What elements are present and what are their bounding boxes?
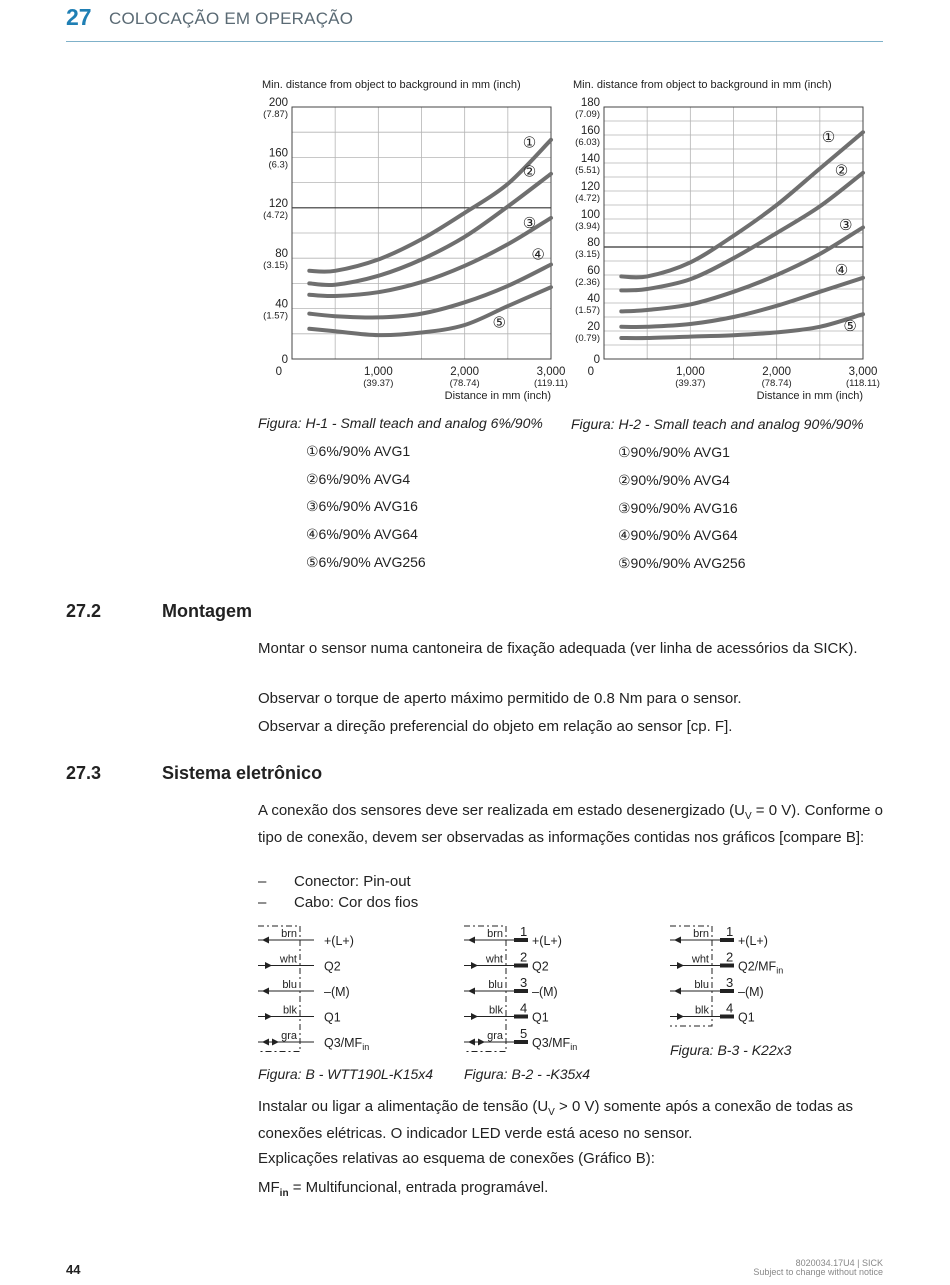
- arrow-left-icon: [674, 937, 681, 944]
- arrow-right-icon: [471, 1013, 478, 1020]
- wiring-svg: [462, 922, 652, 1062]
- y-axis-label: Min. distance from object to background in mm (inch): [573, 79, 832, 91]
- section-number-27-3: 27.3: [66, 763, 102, 783]
- y-tick-label-inch: (1.57): [263, 310, 288, 322]
- legend-item-h2-1: ①90%/90% AVG1: [618, 444, 730, 460]
- figure-h2-caption: Figura: H-2 - Small teach and analog 90%/90%: [571, 416, 864, 432]
- series-label-5: ⑤: [492, 314, 506, 332]
- x-tick-label: 2,000: [762, 366, 792, 378]
- bullet-dash: –: [258, 894, 267, 911]
- arrow-right-icon: [478, 1039, 485, 1046]
- arrow-right-icon: [677, 1013, 684, 1020]
- y-tick-label: 80: [275, 248, 288, 261]
- paragraph-direction: Observar a direção preferencial do objeto em relação ao sensor [cp. F].: [258, 718, 733, 735]
- y-tick-label: 0: [593, 354, 600, 366]
- arrow-left-icon: [468, 988, 475, 995]
- y-tick-label-inch: (0.79): [575, 333, 600, 344]
- wire-color-label: blk: [282, 1004, 297, 1017]
- y-tick-label-inch: (3.15): [575, 249, 600, 260]
- y-tick-label: 40: [587, 293, 600, 305]
- y-tick-label: 120: [268, 197, 288, 210]
- paragraph-power-supply: Instalar ou ligar a alimentação de tensão ($U_V > 0$ V) somente após a conexão de todas as conexões elétricas. O indicador LED verde está aceso no sensor.: [258, 1098, 853, 1142]
- pin-number: 3: [726, 975, 734, 990]
- signal-label: –(M): [324, 985, 350, 999]
- x-tick-label-inch: (39.37): [675, 378, 706, 389]
- header-rule: [66, 41, 883, 42]
- paragraph-connection-intro: A conexão dos sensores deve ser realizada em estado desenergizado ($U_V = 0$ V). Conforme o tipo de conexão, devem ser observadas as informações contidas nos gráficos [compare B]:: [258, 802, 883, 846]
- signal-label: $Q3/MF_{in}$: [532, 1036, 578, 1052]
- series-label-3: ③: [522, 214, 537, 232]
- series-label-4: ④: [531, 246, 545, 264]
- y-tick-label: 200: [268, 97, 288, 109]
- y-tick-label: 180: [580, 97, 600, 109]
- bullet-connector-pinout: Conector: Pin-out: [294, 873, 411, 890]
- y-tick-label-inch: (3.15): [263, 260, 288, 272]
- legend-item-h2-3: ③90%/90% AVG16: [618, 500, 738, 516]
- signal-label: +(L+): [532, 934, 562, 948]
- y-tick-label: 40: [275, 298, 288, 311]
- wire-color-label: blk: [488, 1004, 503, 1017]
- arrow-right-icon: [272, 1039, 279, 1046]
- x-tick-label-inch: (119.11): [534, 378, 568, 389]
- section-title-montagem: Montagem: [162, 601, 252, 621]
- chart-h2: [562, 76, 880, 406]
- x-tick-label: 0: [275, 366, 282, 378]
- x-tick-label: 2,000: [450, 366, 480, 378]
- figure-b-caption: Figura: B - WTT190L-K15x4: [258, 1066, 434, 1082]
- signal-label: Q2: [324, 959, 341, 974]
- footer-notice: Subject to change without notice: [753, 1267, 883, 1277]
- series-label-4: ④: [834, 262, 849, 279]
- legend-item-h1-1: ①6%/90% AVG1: [306, 443, 411, 459]
- x-tick-label-inch: (78.74): [449, 378, 480, 389]
- arrow-left-icon: [262, 1039, 269, 1046]
- signal-label: +(L+): [324, 934, 354, 948]
- x-tick-label: 1,000: [363, 366, 393, 378]
- bullet-cable-colors: Cabo: Cor dos fios: [294, 894, 419, 911]
- legend-item-h2-2: ②90%/90% AVG4: [618, 472, 730, 488]
- wire-color-label: blk: [694, 1004, 709, 1017]
- wire-color-label: gra: [281, 1030, 297, 1042]
- y-tick-label: 160: [580, 125, 600, 137]
- x-tick-label-inch: (118.11): [846, 378, 880, 389]
- wiring-diagram-b: [256, 922, 446, 1062]
- pin-number: 2: [520, 949, 528, 965]
- y-tick-label: 20: [587, 321, 600, 333]
- y-tick-label: 80: [587, 237, 600, 249]
- wiring-diagram-b3: [668, 922, 858, 1062]
- y-tick-label-inch: (4.72): [263, 209, 288, 221]
- series-label-1: ①: [522, 134, 537, 152]
- wire-color-label: brn: [487, 928, 503, 940]
- x-axis-label: Distance in mm (inch): [444, 390, 551, 402]
- wire-color-label: gra: [487, 1030, 503, 1042]
- signal-label: Q2: [532, 959, 549, 974]
- series-label-3: ③: [839, 217, 853, 235]
- pin-number: 2: [726, 949, 734, 965]
- y-tick-label-inch: (3.94): [575, 221, 600, 232]
- series-line-3: [621, 227, 863, 311]
- arrow-right-icon: [265, 1013, 272, 1020]
- y-tick-label-inch: (1.57): [575, 305, 600, 316]
- arrow-right-icon: [265, 962, 272, 969]
- y-tick-label: 120: [580, 181, 600, 193]
- series-label-5: ⑤: [843, 318, 857, 335]
- footer-info: [753, 1259, 883, 1277]
- section-title-sistema-eletronico: Sistema eletrônico: [162, 763, 323, 783]
- arrow-right-icon: [677, 962, 684, 969]
- x-tick-label: 3,000: [536, 366, 566, 378]
- section-number-27-2: 27.2: [66, 601, 102, 621]
- footer-doc-id: 8020034.17U4 | SICK: [795, 1258, 883, 1268]
- signal-subscript: in: [570, 1042, 578, 1052]
- signal-label: –(M): [738, 985, 764, 999]
- pin-number: 1: [726, 924, 734, 939]
- page-number: 44: [66, 1262, 81, 1277]
- signal-label: –(M): [532, 985, 558, 999]
- y-tick-label-inch: (6.03): [575, 137, 600, 148]
- wire-color-label: blu: [488, 979, 503, 991]
- wire-color-label: wht: [691, 953, 709, 966]
- series-label-1: ①: [821, 129, 836, 146]
- paragraph-mf-definition: $MF_{in}$ = Multifuncional, entrada programável.: [258, 1179, 549, 1199]
- y-axis-label: Min. distance from object to background in mm (inch): [262, 79, 521, 91]
- pin-number: 5: [520, 1026, 528, 1041]
- chapter-title: COLOCAÇÃO EM OPERAÇÃO: [109, 9, 354, 28]
- wire-color-label: wht: [279, 953, 297, 966]
- x-axis-label: Distance in mm (inch): [756, 390, 863, 402]
- chart-h1: [250, 76, 568, 406]
- arrow-left-icon: [468, 1039, 475, 1046]
- y-tick-label: 60: [587, 265, 600, 277]
- signal-label: Q1: [738, 1010, 755, 1025]
- figure-b2-caption: Figura: B-2 - -K35x4: [464, 1066, 591, 1082]
- arrow-left-icon: [674, 988, 681, 995]
- wiring-diagram-b2: [462, 922, 652, 1062]
- signal-subscript: in: [362, 1042, 370, 1052]
- y-tick-label-inch: (2.36): [575, 277, 600, 288]
- wiring-svg: [668, 922, 858, 1062]
- arrow-left-icon: [262, 988, 269, 995]
- y-tick-label-inch: (5.51): [575, 165, 600, 176]
- arrow-left-icon: [468, 937, 475, 944]
- y-tick-label: 100: [580, 209, 600, 221]
- signal-label: Q1: [532, 1010, 549, 1025]
- y-tick-label: 140: [580, 153, 600, 165]
- wire-color-label: blu: [282, 979, 297, 991]
- wire-color-label: brn: [281, 928, 297, 940]
- pin-number: 4: [520, 1000, 528, 1016]
- figure-b3-caption: Figura: B-3 - K22x3: [670, 1042, 792, 1058]
- wire-color-label: wht: [485, 953, 503, 966]
- series-label-2: ②: [522, 163, 537, 181]
- wire-color-label: brn: [693, 928, 709, 940]
- x-tick-label: 0: [587, 366, 594, 378]
- arrow-left-icon: [262, 937, 269, 944]
- legend-item-h1-2: ②6%/90% AVG4: [306, 471, 411, 487]
- figure-h1-caption: Figura: H-1 - Small teach and analog 6%/90%: [258, 415, 543, 431]
- signal-label: $Q3/MF_{in}$: [324, 1036, 370, 1052]
- signal-label: $Q2/MF_{in}$: [738, 959, 784, 976]
- legend-item-h1-4: ④6%/90% AVG64: [306, 526, 418, 542]
- legend-item-h1-3: ③6%/90% AVG16: [306, 498, 418, 514]
- y-tick-label-inch: (7.87): [263, 109, 288, 120]
- signal-label: +(L+): [738, 934, 768, 948]
- legend-item-h2-5: ⑤90%/90% AVG256: [618, 555, 746, 571]
- wiring-svg: [256, 922, 446, 1062]
- y-tick-label-inch: (7.09): [575, 109, 600, 120]
- series-line-4: [309, 265, 551, 318]
- y-tick-label: 0: [281, 354, 288, 366]
- paragraph-torque: Observar o torque de aperto máximo permitido de 0.8 Nm para o sensor.: [258, 690, 742, 707]
- x-tick-label-inch: (39.37): [363, 378, 394, 389]
- signal-label: Q1: [324, 1010, 341, 1025]
- x-tick-label-inch: (78.74): [761, 378, 792, 389]
- legend-item-h1-5: ⑤6%/90% AVG256: [306, 554, 426, 570]
- y-tick-label-inch: (4.72): [575, 193, 600, 204]
- pin-number: 4: [726, 1000, 734, 1016]
- x-tick-label: 1,000: [675, 366, 705, 378]
- y-tick-label-inch: (6.3): [268, 159, 288, 171]
- chapter-number: 27: [66, 4, 92, 30]
- arrow-right-icon: [471, 962, 478, 969]
- wire-color-label: blu: [694, 979, 709, 991]
- x-tick-label: 3,000: [848, 366, 878, 378]
- bullet-dash: –: [258, 873, 267, 890]
- legend-item-h2-4: ④90%/90% AVG64: [618, 527, 738, 543]
- paragraph-mount-bracket: Montar o sensor numa cantoneira de fixação adequada (ver linha de acessórios da SICK).: [258, 640, 858, 657]
- pin-number: 1: [520, 924, 528, 939]
- series-label-2: ②: [834, 162, 849, 180]
- paragraph-explanations: Explicações relativas ao esquema de conexões (Gráfico B):: [258, 1150, 655, 1167]
- series-line-1: [309, 140, 551, 272]
- y-tick-label: 160: [268, 147, 288, 160]
- signal-subscript: in: [776, 965, 784, 976]
- pin-number: 3: [520, 975, 528, 990]
